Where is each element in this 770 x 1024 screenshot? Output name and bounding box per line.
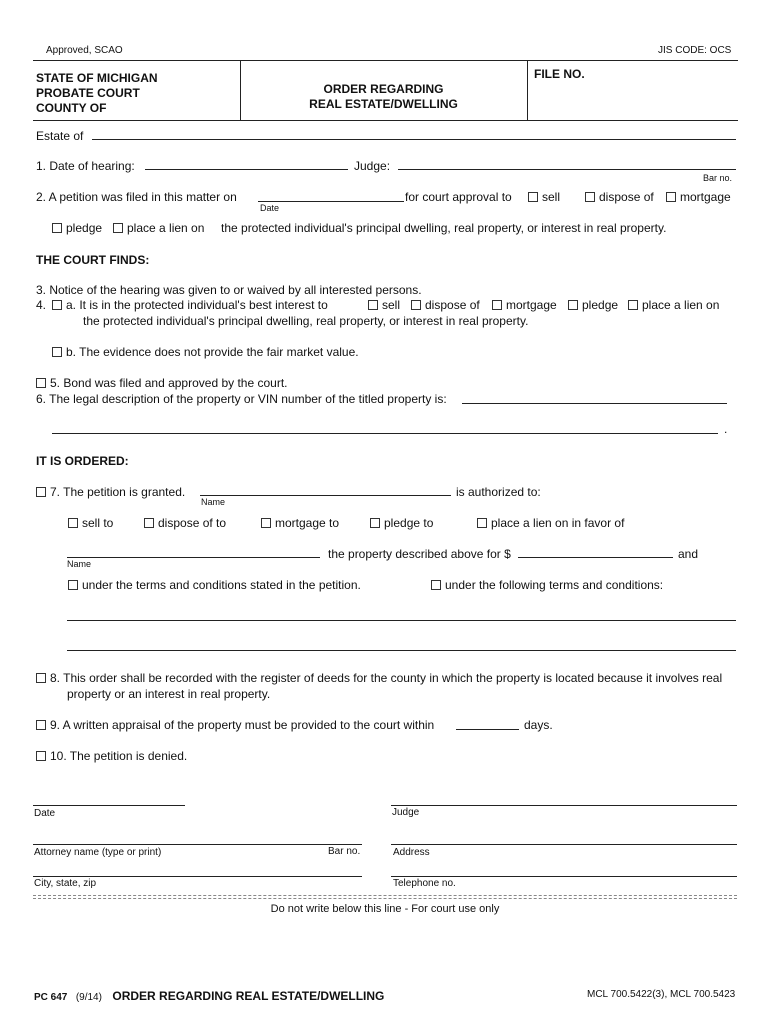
approved-scao: Approved, SCAO <box>46 45 123 56</box>
item4-pledge-option[interactable] <box>568 298 618 312</box>
item4-pledge-label: pledge <box>582 298 619 312</box>
item8-label: 8. This order shall be recorded with the register of deeds for the county in which the property is located because it involves real <box>50 671 723 685</box>
item7-pledge-option[interactable] <box>370 516 433 530</box>
estate-of-label: Estate of <box>36 129 84 143</box>
item9-option[interactable] <box>36 718 434 732</box>
item7-name-field-2[interactable] <box>67 557 320 558</box>
item8-option[interactable] <box>36 671 722 685</box>
jis-code: JIS CODE: OCS <box>658 45 732 56</box>
item4b-label: b. The evidence does not provide the fair market value. <box>66 345 359 359</box>
checkbox-4-pledge[interactable] <box>568 300 578 310</box>
item3-text: 3. Notice of the hearing was given to or waived by all interested persons. <box>36 283 422 297</box>
court-use-divider <box>33 895 737 896</box>
item4a-label: a. It is in the protected individual's best interest to <box>66 298 328 312</box>
checkbox-10[interactable] <box>36 751 46 761</box>
checkbox-8[interactable] <box>36 673 46 683</box>
authorized-text: is authorized to: <box>456 485 541 499</box>
item7-name-caption-2: Name <box>67 559 92 569</box>
item4-number: 4. <box>36 298 47 312</box>
checkbox-7-mortgage[interactable] <box>261 518 271 528</box>
judge-signature-field[interactable] <box>391 805 737 806</box>
checkbox-terms-following[interactable] <box>431 580 441 590</box>
court-header <box>36 71 158 116</box>
form-title-line2: REAL ESTATE/DWELLING <box>309 97 458 111</box>
address-caption: Address <box>393 847 430 858</box>
item7-dispose-label: dispose of to <box>158 516 227 530</box>
judge-label: Judge: <box>354 159 391 173</box>
telephone-field[interactable] <box>391 876 737 877</box>
checkbox-4-lien[interactable] <box>628 300 638 310</box>
item7-lien-label: place a lien on in favor of <box>491 516 625 530</box>
item7-pledge-label: pledge to <box>384 516 434 530</box>
item4-lien-label: place a lien on <box>642 298 720 312</box>
item7-sell-option[interactable] <box>68 516 113 530</box>
terms-following-option[interactable] <box>431 578 663 592</box>
terms-field-2[interactable] <box>67 650 736 651</box>
court-use-divider-2 <box>33 898 737 899</box>
attorney-name-caption: Attorney name (type or print) <box>34 847 162 858</box>
item2-pledge-option[interactable] <box>52 221 102 235</box>
footer-mcl: MCL 700.5422(3), MCL 700.5423 <box>587 989 736 1000</box>
item7-dispose-option[interactable] <box>144 516 226 530</box>
item7-mortgage-option[interactable] <box>261 516 339 530</box>
item2-sell-option[interactable] <box>528 190 560 204</box>
estate-of-field[interactable] <box>92 139 736 140</box>
legal-description-field-2[interactable] <box>52 433 718 434</box>
item7-lien-option[interactable] <box>477 516 624 530</box>
court-county: COUNTY OF <box>36 101 107 115</box>
checkbox-mortgage[interactable] <box>666 192 676 202</box>
checkbox-4-dispose[interactable] <box>411 300 421 310</box>
item4-dispose-label: dispose of <box>425 298 480 312</box>
item2-mortgage-option[interactable] <box>666 190 731 204</box>
checkbox-terms-petition[interactable] <box>68 580 78 590</box>
item2-mortgage-label: mortgage <box>680 190 731 204</box>
court-finds-heading: THE COURT FINDS: <box>36 253 150 267</box>
terms-petition-label: under the terms and conditions stated in the petition. <box>82 578 361 592</box>
court-approval-text: for court approval to <box>405 190 512 204</box>
item2-sell-label: sell <box>542 190 561 204</box>
checkbox-7-sell[interactable] <box>68 518 78 528</box>
days-text: days. <box>524 718 553 732</box>
form-title <box>240 82 527 112</box>
signature-date-caption: Date <box>34 808 56 819</box>
item4-dispose-option[interactable] <box>411 298 480 312</box>
checkbox-5[interactable] <box>36 378 46 388</box>
judge-field[interactable] <box>398 169 736 170</box>
item2-dispose-option[interactable] <box>585 190 654 204</box>
file-no-field[interactable] <box>534 82 734 116</box>
and-text: and <box>678 547 699 561</box>
item10-option[interactable] <box>36 749 187 763</box>
terms-field-1[interactable] <box>67 620 736 621</box>
attorney-name-field[interactable] <box>33 844 362 845</box>
hearing-date-label: 1. Date of hearing: <box>36 159 135 173</box>
petition-date-caption: Date <box>260 203 280 213</box>
judge-signature-caption: Judge <box>392 807 420 818</box>
form-title-line1: ORDER REGARDING <box>323 82 444 96</box>
item2-rest-text: the protected individual's principal dwelling, real property, or interest in real property. <box>221 221 667 235</box>
form-number: PC 647 <box>34 992 68 1003</box>
property-text: the property described above for $ <box>328 547 511 561</box>
checkbox-9[interactable] <box>36 720 46 730</box>
item6-text: 6. The legal description of the property or VIN number of the titled property is: <box>36 392 447 406</box>
checkbox-4-mortgage[interactable] <box>492 300 502 310</box>
item7-name-field[interactable] <box>200 495 451 496</box>
item4a-option[interactable] <box>52 298 328 312</box>
checkbox-lien[interactable] <box>113 223 123 233</box>
attorney-bar-no-caption: Bar no. <box>328 846 361 857</box>
hearing-date-field[interactable] <box>145 169 348 170</box>
petition-filed-text: 2. A petition was filed in this matter on <box>36 190 237 204</box>
signature-date-field[interactable] <box>33 805 185 806</box>
checkbox-7[interactable] <box>36 487 46 497</box>
footer-form-id <box>34 987 384 1005</box>
file-no-label: FILE NO. <box>534 67 585 81</box>
form-revision: (9/14) <box>75 992 102 1003</box>
checkbox-dispose[interactable] <box>585 192 595 202</box>
checkbox-pledge[interactable] <box>52 223 62 233</box>
item4a-line2: the protected individual's principal dwelling, real property, or interest in real property. <box>83 314 529 328</box>
judge-bar-no-caption: Bar no. <box>703 173 733 183</box>
item4-mortgage-label: mortgage <box>506 298 557 312</box>
item4b-option[interactable] <box>52 345 359 359</box>
city-state-zip-field[interactable] <box>33 876 362 877</box>
checkbox-4-sell[interactable] <box>368 300 378 310</box>
item6-period: . <box>724 422 728 436</box>
court-state: STATE OF MICHIGAN <box>36 71 158 85</box>
appraisal-days-field[interactable] <box>456 729 519 730</box>
terms-petition-option[interactable] <box>68 578 361 592</box>
checkbox-7-lien[interactable] <box>477 518 487 528</box>
item7-label: 7. The petition is granted. <box>50 485 186 499</box>
item2-lien-option[interactable] <box>113 221 204 235</box>
item7-name-caption: Name <box>201 497 226 507</box>
item4-sell-option[interactable] <box>368 298 400 312</box>
item4-lien-option[interactable] <box>628 298 719 312</box>
item2-dispose-label: dispose of <box>599 190 654 204</box>
item5-option[interactable] <box>36 376 288 390</box>
item2-pledge-label: pledge <box>66 221 103 235</box>
item7-mortgage-label: mortgage to <box>275 516 340 530</box>
item4-mortgage-option[interactable] <box>492 298 557 312</box>
checkbox-4b[interactable] <box>52 347 62 357</box>
checkbox-4a[interactable] <box>52 300 62 310</box>
property-amount-field[interactable] <box>518 557 673 558</box>
ordered-heading: IT IS ORDERED: <box>36 454 129 468</box>
item10-label: 10. The petition is denied. <box>50 749 188 763</box>
item7-option[interactable] <box>36 485 185 499</box>
checkbox-7-dispose[interactable] <box>144 518 154 528</box>
petition-date-field[interactable] <box>258 201 404 202</box>
court-probate: PROBATE COURT <box>36 86 140 100</box>
item5-label: 5. Bond was filed and approved by the court. <box>50 376 288 390</box>
item7-sell-label: sell to <box>82 516 114 530</box>
item4-sell-label: sell <box>382 298 401 312</box>
legal-description-field[interactable] <box>462 403 727 404</box>
checkbox-7-pledge[interactable] <box>370 518 380 528</box>
address-field[interactable] <box>391 844 737 845</box>
item9-label: 9. A written appraisal of the property must be provided to the court within <box>50 718 435 732</box>
footer-title: ORDER REGARDING REAL ESTATE/DWELLING <box>112 989 385 1003</box>
city-state-zip-caption: City, state, zip <box>34 878 97 889</box>
court-use-text: Do not write below this line - For court use only <box>270 903 500 915</box>
item2-lien-label: place a lien on <box>127 221 205 235</box>
telephone-caption: Telephone no. <box>393 878 456 889</box>
checkbox-sell[interactable] <box>528 192 538 202</box>
item8-line2: property or an interest in real property. <box>67 687 271 701</box>
terms-following-label: under the following terms and conditions: <box>445 578 664 592</box>
